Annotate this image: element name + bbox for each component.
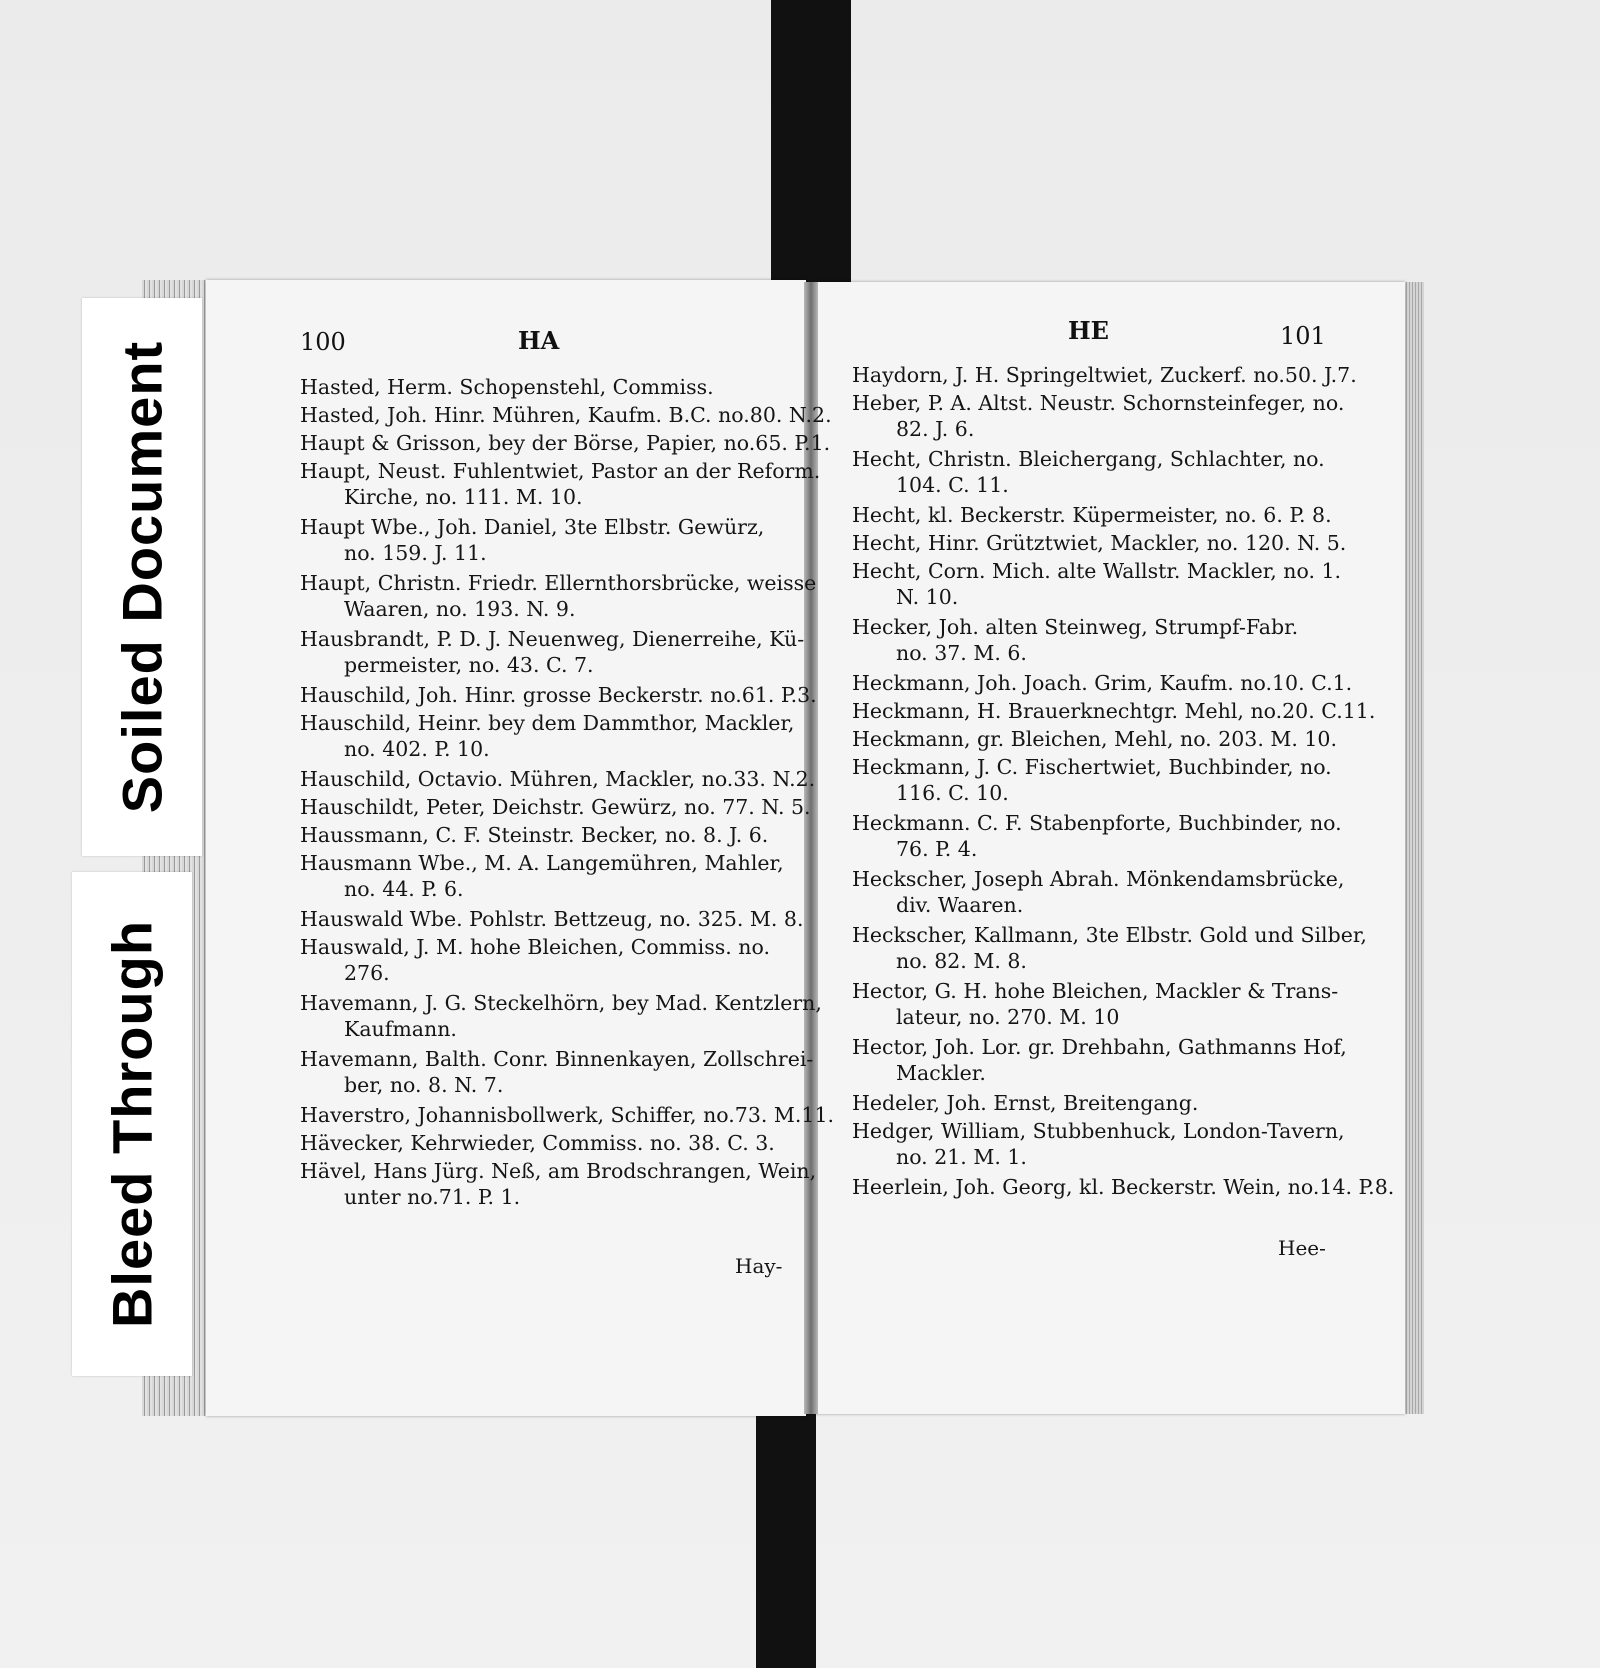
directory-entry [852, 726, 1337, 752]
entry-text: Haupt, Christn. Friedr. Ellernthorsbrücke, weisse [300, 571, 817, 595]
directory-entry [852, 502, 1332, 528]
directory-entry [852, 754, 1332, 806]
entry-continuation: no. 402. P. 10. [344, 737, 490, 761]
entry-text: Hävel, Hans Jürg. Neß, am Brodschrangen, Wein, [300, 1159, 817, 1183]
directory-entry [300, 1130, 775, 1156]
entry-continuation: no. 44. P. 6. [344, 877, 464, 901]
entry-text: Haupt Wbe., Joh. Daniel, 3te Elbstr. Gewürz, [300, 515, 765, 539]
directory-entry [300, 710, 794, 762]
directory-entry [300, 374, 714, 400]
left-catchword: Hay- [735, 1254, 783, 1278]
soiled-document-label [82, 298, 202, 856]
directory-entry [852, 1090, 1198, 1116]
entry-continuation: no. 21. M. 1. [896, 1145, 1027, 1169]
entry-text: Hauswald Wbe. Pohlstr. Bettzeug, no. 325. M. 8. [300, 907, 804, 931]
directory-entry [300, 850, 784, 902]
directory-entry [300, 906, 803, 932]
entry-continuation: ber, no. 8. N. 7. [344, 1073, 504, 1097]
directory-entry [300, 626, 804, 678]
entry-text: Hector, G. H. hohe Bleichen, Mackler & Trans- [852, 979, 1339, 1003]
entry-text: Hausmann Wbe., M. A. Langemühren, Mahler, [300, 851, 784, 875]
entry-text: Havemann, Balth. Conr. Binnenkayen, Zollschrei- [300, 1047, 814, 1071]
entry-text: Heckmann, Joh. Joach. Grim, Kaufm. no.10. C.1. [852, 671, 1353, 695]
entry-text: Haupt, Neust. Fuhlentwiet, Pastor an der Reform. [300, 459, 821, 483]
binding-strip-top [771, 0, 851, 290]
directory-entry [300, 990, 822, 1042]
entry-text: Hector, Joh. Lor. gr. Drehbahn, Gathmanns Hof, [852, 1035, 1347, 1059]
entry-text: Heckscher, Kallmann, 3te Elbstr. Gold und Silber, [852, 923, 1367, 947]
entry-continuation: permeister, no. 43. C. 7. [344, 653, 594, 677]
binding-strip-bottom [756, 1410, 816, 1668]
left-page-number: 100 [300, 328, 346, 356]
directory-entry [852, 558, 1341, 610]
directory-entry [852, 866, 1344, 918]
entry-text: Hecker, Joh. alten Steinweg, Strumpf-Fabr. [852, 615, 1299, 639]
entry-continuation: N. 10. [896, 585, 959, 609]
directory-entry [300, 822, 768, 848]
directory-entry [852, 530, 1346, 556]
directory-entry [300, 514, 764, 566]
entry-text: Heckmann, H. Brauerknechtgr. Mehl, no.20. C.11. [852, 699, 1376, 723]
entry-text: Hävecker, Kehrwieder, Commiss. no. 38. C. 3. [300, 1131, 775, 1155]
entry-continuation: no. 37. M. 6. [896, 641, 1027, 665]
right-running-head: HE [1068, 316, 1109, 345]
entry-continuation: no. 159. J. 11. [344, 541, 487, 565]
directory-entry [300, 794, 811, 820]
entry-text: Hedger, William, Stubbenhuck, London-Tavern, [852, 1119, 1345, 1143]
entry-text: Hasted, Herm. Schopenstehl, Commiss. [300, 375, 714, 399]
entry-continuation: 82. J. 6. [896, 417, 975, 441]
entry-text: Hauschild, Joh. Hinr. grosse Beckerstr. no.61. P.3. [300, 683, 817, 707]
entry-continuation: lateur, no. 270. M. 10 [896, 1005, 1120, 1029]
entry-continuation: Kirche, no. 111. M. 10. [344, 485, 583, 509]
right-catchword: Hee- [1278, 1236, 1326, 1260]
entry-text: Heckmann. C. F. Stabenpforte, Buchbinder, no. [852, 811, 1342, 835]
directory-entry [300, 458, 820, 510]
directory-entry [300, 570, 816, 622]
entry-text: Heerlein, Joh. Georg, kl. Beckerstr. Wein, no.14. P.8. [852, 1175, 1395, 1199]
directory-entry [852, 698, 1375, 724]
entry-continuation: Waaren, no. 193. N. 9. [344, 597, 576, 621]
entry-text: Haydorn, J. H. Springeltwiet, Zuckerf. no.50. J.7. [852, 363, 1357, 387]
entry-text: Haupt & Grisson, bey der Börse, Papier, no.65. P.1. [300, 431, 831, 455]
directory-entry [852, 614, 1298, 666]
entry-text: Heckmann, gr. Bleichen, Mehl, no. 203. M. 10. [852, 727, 1337, 751]
entry-text: Hausbrandt, P. D. J. Neuenweg, Dienerreihe, Kü- [300, 627, 805, 651]
entry-text: Heckscher, Joseph Abrah. Mönkendamsbrücke, [852, 867, 1345, 891]
directory-entry [852, 1118, 1345, 1170]
entry-continuation: Mackler. [896, 1061, 986, 1085]
directory-entry [300, 1102, 834, 1128]
entry-continuation: 104. C. 11. [896, 473, 1009, 497]
directory-entry [852, 390, 1344, 442]
entry-text: Hauschild, Octavio. Mühren, Mackler, no.33. N.2. [300, 767, 816, 791]
entry-text: Haverstro, Johannisbollwerk, Schiffer, no.73. M.11. [300, 1103, 835, 1127]
entry-text: Heckmann, J. C. Fischertwiet, Buchbinder, no. [852, 755, 1332, 779]
directory-entry [300, 1158, 816, 1210]
directory-entry [852, 810, 1342, 862]
bleed-through-label [72, 872, 192, 1376]
directory-entry [300, 402, 832, 428]
entry-text: Havemann, J. G. Steckelhörn, bey Mad. Kentzlern, [300, 991, 822, 1015]
entry-text: Hecht, kl. Beckerstr. Küpermeister, no. 6. P. 8. [852, 503, 1332, 527]
entry-text: Hecht, Hinr. Grütztwiet, Mackler, no. 120. N. 5. [852, 531, 1347, 555]
soiled-document-text: Soiled Document [110, 340, 174, 814]
entry-text: Hauschild, Heinr. bey dem Dammthor, Mackler, [300, 711, 795, 735]
right-page-number: 101 [1280, 322, 1326, 350]
directory-entry [300, 1046, 813, 1098]
entry-continuation: 116. C. 10. [896, 781, 1009, 805]
entry-continuation: Kaufmann. [344, 1017, 457, 1041]
directory-entry [852, 1034, 1347, 1086]
directory-entry [300, 430, 830, 456]
entry-continuation: 276. [344, 961, 390, 985]
entry-text: Haussmann, C. F. Steinstr. Becker, no. 8. J. 6. [300, 823, 769, 847]
bleed-through-text: Bleed Through [100, 919, 164, 1329]
entry-text: Hedeler, Joh. Ernst, Breitengang. [852, 1091, 1199, 1115]
entry-text: Hauswald, J. M. hohe Bleichen, Commiss. no. [300, 935, 770, 959]
entry-text: Hasted, Joh. Hinr. Mühren, Kaufm. B.C. no.80. N.2. [300, 403, 832, 427]
directory-entry [300, 934, 770, 986]
entry-text: Hecht, Corn. Mich. alte Wallstr. Mackler, no. 1. [852, 559, 1342, 583]
entry-continuation: no. 82. M. 8. [896, 949, 1027, 973]
directory-entry [852, 670, 1352, 696]
entry-continuation: div. Waaren. [896, 893, 1024, 917]
entry-continuation: 76. P. 4. [896, 837, 978, 861]
directory-entry [300, 682, 817, 708]
entry-text: Heber, P. A. Altst. Neustr. Schornsteinfeger, no. [852, 391, 1345, 415]
left-running-head: HA [518, 326, 560, 355]
entry-continuation: unter no.71. P. 1. [344, 1185, 521, 1209]
directory-entry [852, 362, 1357, 388]
directory-entry [852, 978, 1338, 1030]
entry-text: Hauschildt, Peter, Deichstr. Gewürz, no. 77. N. 5. [300, 795, 811, 819]
directory-entry [852, 446, 1325, 498]
directory-entry [852, 922, 1367, 974]
directory-entry [852, 1174, 1394, 1200]
directory-entry [300, 766, 815, 792]
entry-text: Hecht, Christn. Bleichergang, Schlachter, no. [852, 447, 1325, 471]
